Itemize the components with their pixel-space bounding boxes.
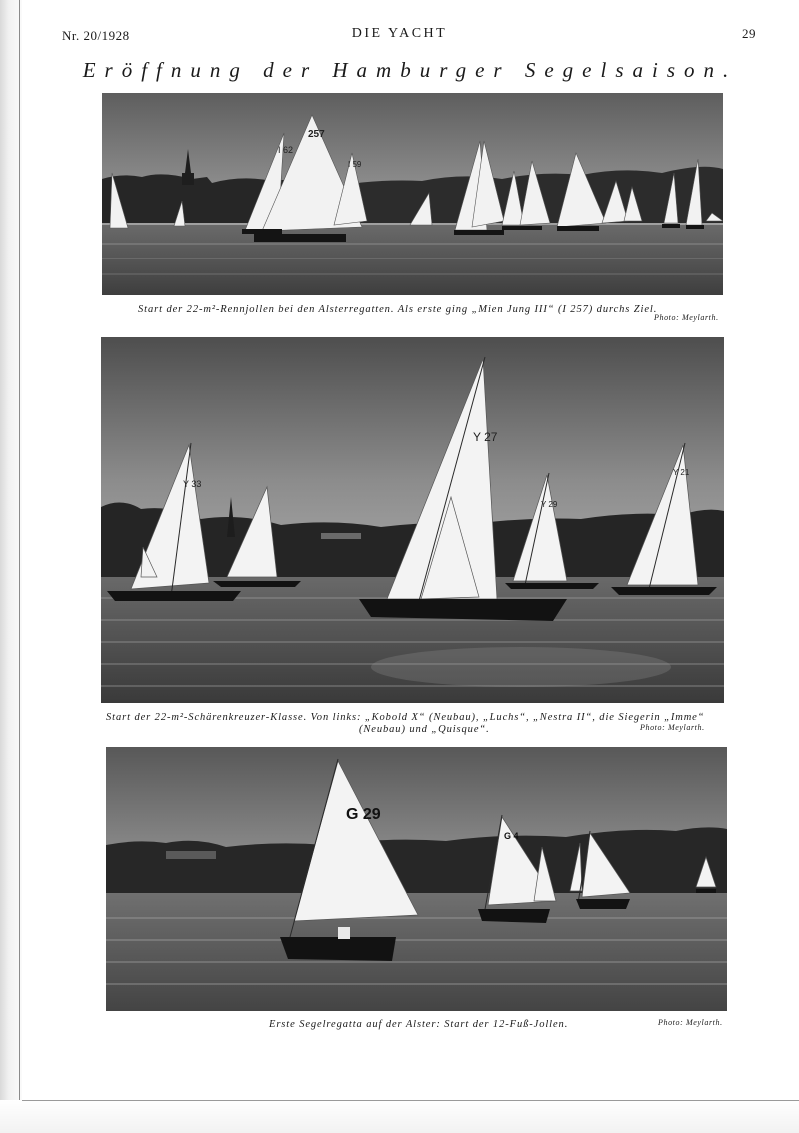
photo-schaerenkreuzer [101,337,724,703]
credit-photo-3: Photo: Meylarth. [658,1018,723,1027]
sail-number-y29: Y 29 [541,500,558,509]
page-bottom-line [22,1100,799,1101]
sail-number-i59: I 59 [348,160,362,169]
page-bottom-edge [0,1100,799,1133]
caption-photo-2-line-2: (Neubau) und „Quisque“. [359,724,490,735]
sail-number-y27: Y 27 [473,430,498,444]
page-number: 29 [742,26,756,41]
sail-number-g29: G 29 [346,806,381,823]
photo-12-fuss-jollen-image [106,747,727,1011]
caption-photo-2-line-1: Start der 22-m²-Schärenkreuzer-Klasse. Von links: „Kobold X“ (Neubau), „Luchs“, „Nestra II“, die Siegerin „Imme“ [106,712,705,723]
caption-photo-3: Erste Segelregatta auf der Alster: Start der 12-Fuß-Jollen. [269,1019,569,1030]
caption-photo-1: Start der 22-m²-Rennjollen bei den Alsterregatten. Als erste ging „Mien Jung III“ (I 257) durchs Ziel. [138,304,658,315]
magazine-title: DIE YACHT [351,26,448,41]
sail-number-y33: Y 33 [183,479,202,489]
sail-number-g4: G 4 [504,831,519,841]
credit-photo-2: Photo: Meylarth. [640,723,705,732]
sail-number-257: 257 [308,129,325,140]
photo-rennjollen-image [102,93,723,295]
issue-number: Nr. 20/1928 [62,28,130,43]
photo-schaerenkreuzer-image [101,337,724,703]
photo-12-fuss-jollen [106,747,727,1011]
sail-number-i62: I 62 [278,145,294,155]
credit-photo-1: Photo: Meylarth. [654,313,719,322]
page-binding-line [19,0,20,1133]
sail-number-y21: Y 21 [673,468,690,477]
photo-rennjollen [102,93,723,295]
article-title: Eröffnung der Hamburger Segelsaison. [82,58,738,82]
